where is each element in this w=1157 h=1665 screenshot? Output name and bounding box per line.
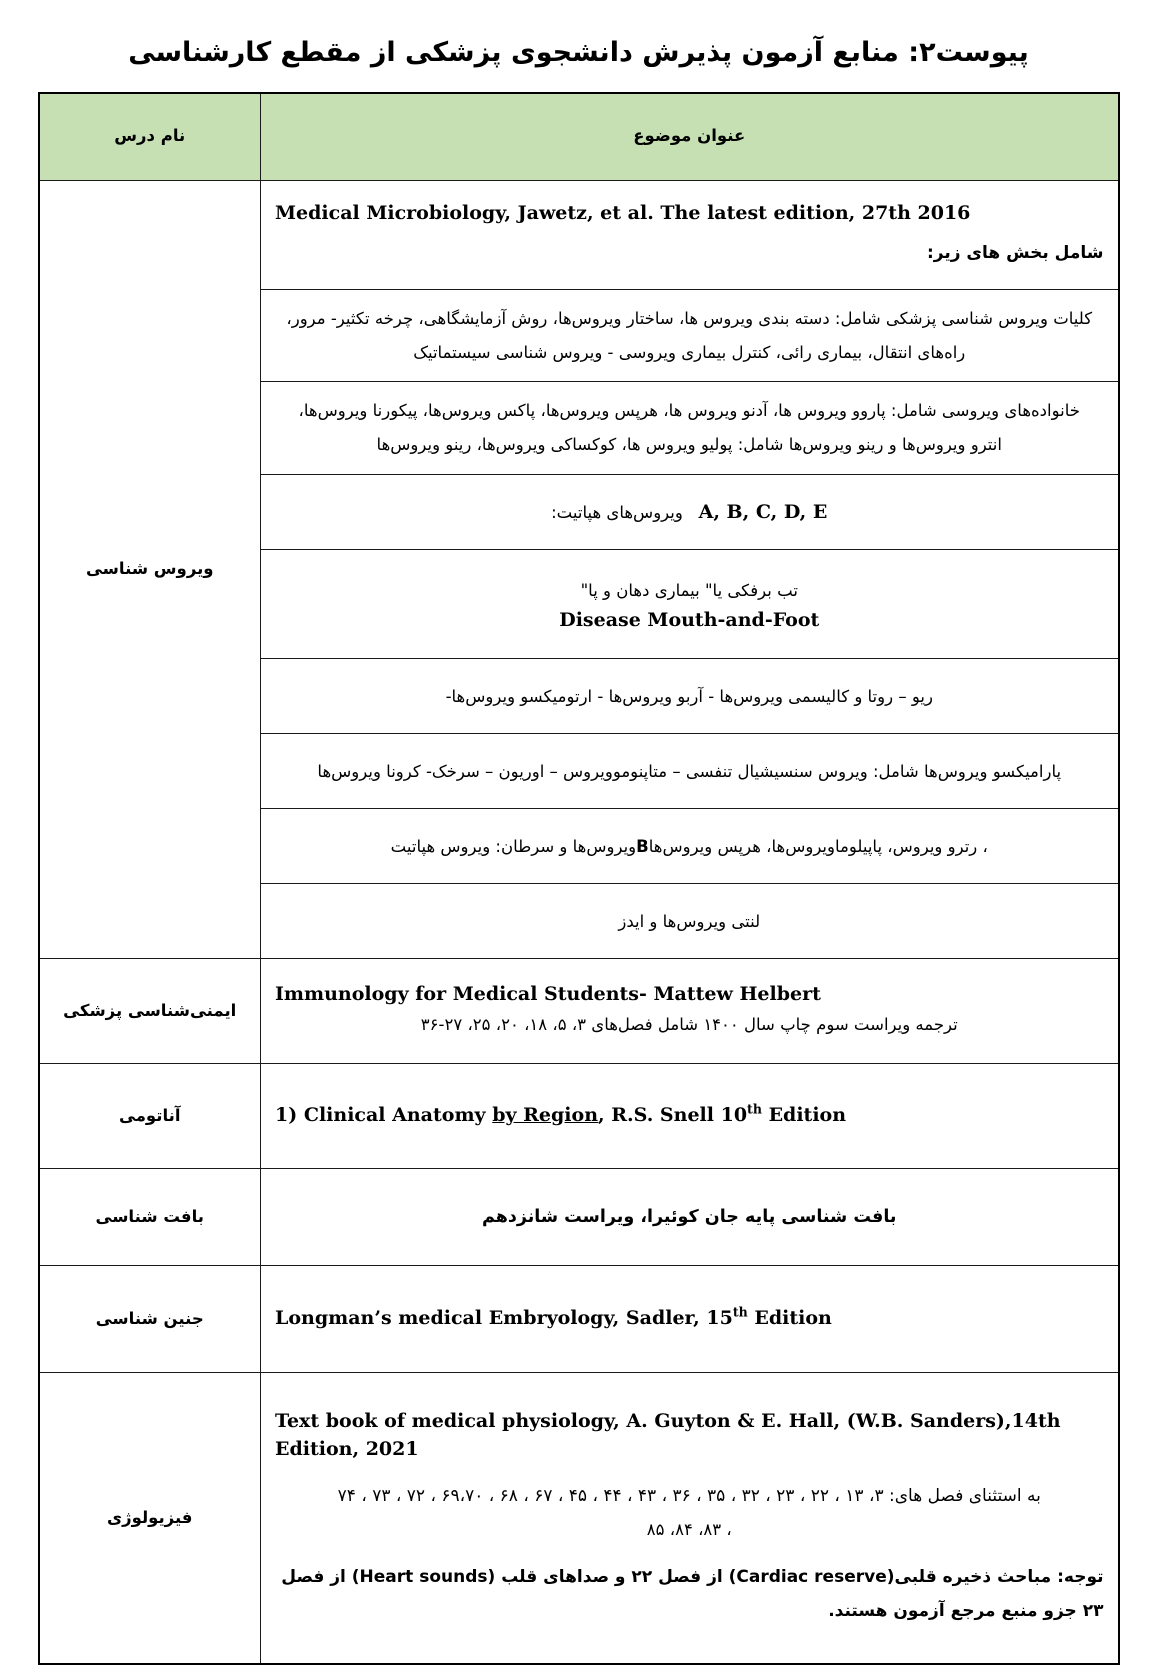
cell-virology-reo	[261, 659, 1119, 734]
table-row	[39, 180, 1119, 289]
column-header-subject: عنوان موضوع	[261, 93, 1119, 181]
physiology-book-title: Text book of medical physiology, A. Guyton & E. Hall, (W.B. Sanders),14th Edition, 2021	[275, 1409, 1061, 1460]
cell-virology-fmd	[261, 550, 1119, 659]
table-row	[39, 1373, 1119, 1665]
cell-histology-content	[261, 1169, 1119, 1266]
cancer-text-post: ، رترو ویروس، پاپیلوماویروس‌ها، هرپس ویروس‌ها	[648, 836, 988, 856]
cancer-text-pre: ویروس‌ها و سرطان: ویروس هپاتیت	[390, 836, 637, 856]
hepatitis-types: A, B, C, D, E	[698, 500, 828, 523]
table-header	[39, 93, 1119, 181]
paramyxo-text: پارامیکسو ویروس‌ها شامل: ویروس سنسیشیال تنفسی – متاپنوموویروس – اوریون – سرخک- کرونا ویروس‌ها	[317, 761, 1062, 781]
cell-course-immunology: ایمنی‌شناسی پزشکی	[39, 959, 261, 1064]
table-row	[39, 1169, 1119, 1266]
virology-includes-label: شامل بخش های زیر:	[926, 242, 1104, 263]
cell-embryology-content	[261, 1266, 1119, 1373]
fmd-english: Disease Mouth-and-Foot	[559, 608, 820, 631]
reo-text: ریو – روتا و کالیسمی ویروس‌ها - آربو ویروس‌ها - ارتومیکسو ویروس‌ها-	[445, 686, 933, 706]
hepatitis-line	[275, 496, 1104, 529]
cell-course-histology: بافت شناسی	[39, 1169, 261, 1266]
cell-virology-book	[261, 180, 1119, 289]
anatomy-book-title	[275, 1102, 1104, 1130]
cell-virology-general	[261, 289, 1119, 382]
embryology-sup: th	[732, 1304, 748, 1320]
column-header-course: نام درس	[39, 93, 261, 181]
histology-text: بافت شناسی پایه جان کوئیرا، ویراست شانزدهم	[481, 1206, 897, 1227]
cell-virology-paramyxo	[261, 734, 1119, 809]
embryology-tail: Edition	[747, 1307, 832, 1330]
physiology-note: توجه: مباحث ذخیره قلبی(Cardiac reserve) از فصل ۲۲ و صداهای قلب (Heart sounds) از فصل ۲۳ جزو منبع مرجع آزمون هستند.	[281, 1567, 1104, 1622]
immunology-book-title: Immunology for Medical Students- Mattew Helbert	[275, 982, 821, 1005]
cancer-line	[275, 830, 1104, 863]
table-row	[39, 1266, 1119, 1373]
immunology-note: ترجمه ویراست سوم چاپ سال ۱۴۰۰ شامل فصل‌های ۳، ۵، ۱۸، ۲۰، ۲۵، ۲۷-۳۶	[420, 1015, 958, 1035]
spacer	[275, 228, 1104, 238]
cell-virology-cancer	[261, 809, 1119, 884]
hepatitis-b-label: B	[636, 836, 649, 856]
anatomy-suffix: , R.S. Snell 10	[598, 1104, 748, 1127]
anatomy-underlined: by Region	[492, 1104, 599, 1127]
anatomy-tail: Edition	[761, 1104, 847, 1127]
cell-immunology-content	[261, 959, 1119, 1064]
cell-virology-lenti	[261, 884, 1119, 959]
table-row	[39, 1064, 1119, 1169]
physiology-chapters-line-2: ، ۸۳، ۸۴، ۸۵	[646, 1520, 732, 1540]
hepatitis-label: ویروس‌های هپاتیت:	[551, 502, 683, 522]
table-row	[39, 959, 1119, 1064]
cell-physiology-content	[261, 1373, 1119, 1665]
embryology-book-title	[275, 1305, 1104, 1333]
virology-families-text: خانواده‌های ویروسی شامل: پاروو ویروس ها، آدنو ویروس ها، هرپس ویروس‌ها، پاکس ویروس‌ها، پیکورنا ویروس‌ها، انترو ویروس‌ها و رینو ویروس‌ها شامل: پولیو ویروس ها، کوکساکی ویروس‌ها، رینو ویروس‌ها	[298, 401, 1080, 455]
header-row	[39, 93, 1119, 181]
cell-virology-families	[261, 382, 1119, 475]
lenti-text: لنتی ویروس‌ها و ایدز	[618, 911, 761, 931]
cell-anatomy-content	[261, 1064, 1119, 1169]
physiology-chapters-line-1: به استثنای فصل های: ۳، ۱۳ ، ۲۲ ، ۲۳ ، ۳۲ ، ۳۵ ، ۳۶ ، ۴۳ ، ۴۴ ، ۴۵ ، ۶۷ ، ۶۸ ، ۶۹،۷۰ ، ۷۲ ، ۷۳ ، ۷۴	[337, 1486, 1041, 1507]
page-title: پیوست۲: منابع آزمون پذیرش دانشجوی پزشکی از مقطع کارشناسی	[128, 37, 1029, 68]
anatomy-prefix: 1) Clinical Anatomy	[275, 1104, 493, 1127]
virology-book-title: Medical Microbiology, Jawetz, et al. The latest edition, 27th 2016	[275, 202, 971, 225]
cell-course-physiology: فیزیولوژی	[39, 1373, 261, 1665]
fmd-farsi: تب برفکی یا" بیماری دهان و پا"	[580, 580, 798, 600]
anatomy-sup: th	[747, 1101, 762, 1117]
exam-sources-table	[38, 92, 1120, 1665]
cell-course-virology: ویروس شناسی	[39, 180, 261, 958]
cell-virology-hepatitis	[261, 475, 1119, 550]
virology-general-text: کلیات ویروس شناسی پزشکی شامل: دسته بندی ویروس ها، ساختار ویروس‌ها، روش آزمایشگاهی، چرخه تکثیر- مرور، راه‌های انتقال، بیماری رائی، کنترل بیماری ویروسی - ویروس شناسی سیستماتیک	[286, 308, 1093, 362]
cell-course-anatomy: آناتومی	[39, 1064, 261, 1169]
cell-course-embryology: جنین شناسی	[39, 1266, 261, 1373]
table-body	[39, 180, 1119, 1664]
embryology-prefix: Longman’s medical Embryology, Sadler, 15	[275, 1307, 733, 1330]
